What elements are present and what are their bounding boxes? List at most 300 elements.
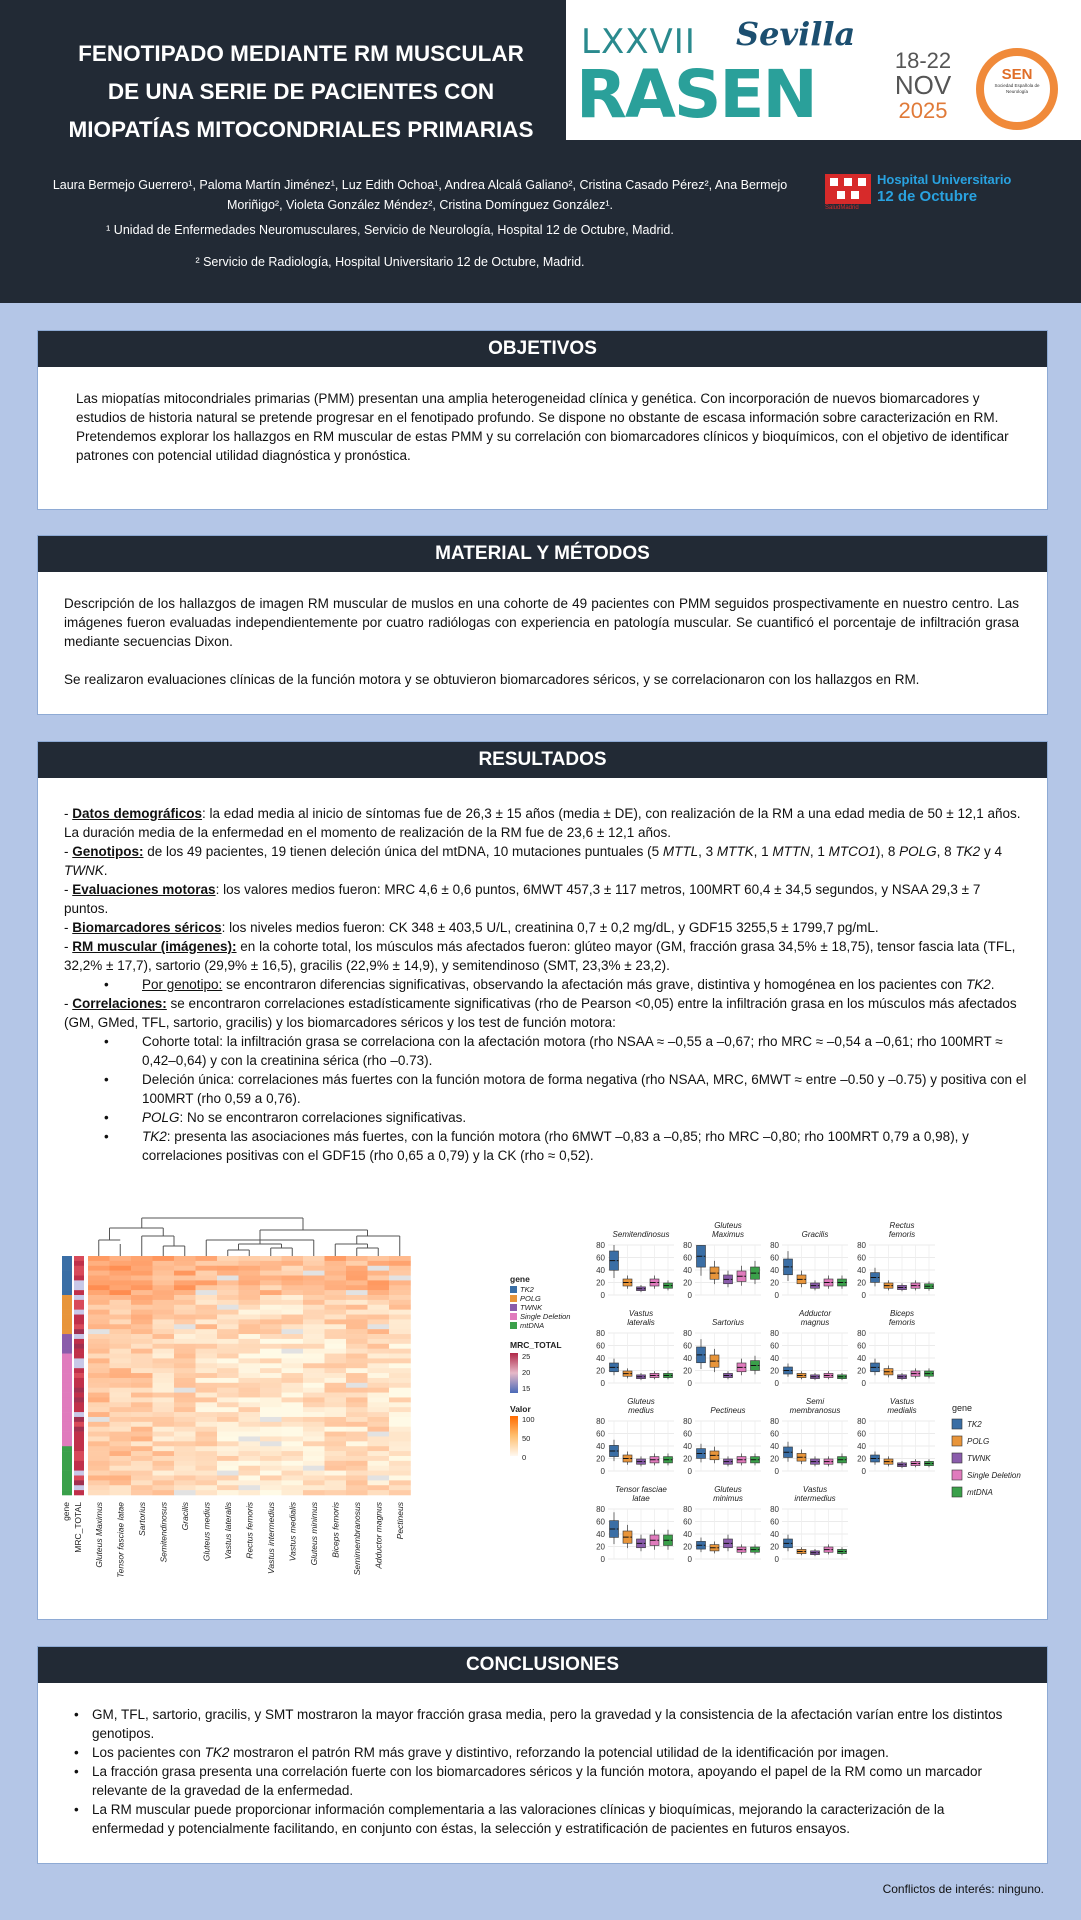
heatmap-cell — [88, 1480, 110, 1485]
heatmap-cell — [196, 1290, 218, 1295]
gene-annotation-cell — [62, 1319, 72, 1324]
data-point — [756, 1459, 758, 1461]
gene-annotation-cell — [62, 1461, 72, 1466]
heatmap-cell — [88, 1412, 110, 1417]
heatmap-cell — [325, 1363, 347, 1368]
heatmap-cell — [196, 1417, 218, 1422]
heatmap-cell — [303, 1368, 325, 1373]
heatmap-cell — [110, 1388, 132, 1393]
legend-tick: 0 — [522, 1453, 527, 1462]
data-point — [830, 1461, 832, 1463]
heatmap-cell — [174, 1471, 196, 1476]
mrc-annotation-cell — [74, 1422, 84, 1427]
heatmap-cell — [110, 1427, 132, 1432]
heatmap-cell — [174, 1280, 196, 1285]
legend-title-mrc: MRC_TOTAL — [510, 1340, 562, 1350]
heatmap-cell — [174, 1256, 196, 1261]
y-tick-label: 60 — [770, 1429, 779, 1439]
data-point — [729, 1375, 731, 1377]
heatmap-cell — [153, 1412, 175, 1417]
heatmap-cell — [260, 1461, 282, 1466]
affiliation-2: ² Servicio de Radiología, Hospital Universitario 12 de Octubre, Madrid. — [195, 255, 585, 269]
gene: POLG — [899, 844, 937, 859]
gene-annotation-cell — [62, 1334, 72, 1339]
heatmap-cell — [303, 1261, 325, 1266]
corr-bullet-delecion: • Deleción única: correlaciones más fuertes con la función motora de forma negativa (rho NSAA, MRC, 6MWT ≈ entre –0.50 y –0.75) y positiva con el 100MRT (rho 0,59 a 0,76). — [64, 1070, 1027, 1108]
panel-title: Tensor fasciae — [615, 1485, 667, 1494]
data-point — [917, 1285, 919, 1287]
heatmap-cell — [239, 1397, 261, 1402]
heatmap-cell — [260, 1261, 282, 1266]
heatmap-cell — [88, 1319, 110, 1324]
text: de los 49 pacientes, 19 tienen deleción única del mtDNA, 10 mutaciones puntuales (5 — [143, 844, 663, 859]
heatmap-cell — [196, 1422, 218, 1427]
heatmap-cell — [303, 1393, 325, 1398]
heatmap-cell — [389, 1256, 411, 1261]
y-tick-label: 40 — [683, 1354, 692, 1363]
hospital-logo — [825, 172, 1035, 211]
heatmap-cell — [110, 1432, 132, 1437]
heatmap-cell — [110, 1339, 132, 1344]
heatmap-cell — [196, 1471, 218, 1476]
authors: Laura Bermejo Guerrero¹, Paloma Martín Jiménez¹, Luz Edith Ochoa¹, Andrea Alcalá Galiano², Cristina Casado Pérez², Ana Bermejo Moriñigo², Violeta González Méndez², Cristina Domínguez González¹. — [52, 178, 788, 212]
gene-annotation-cell — [62, 1339, 72, 1344]
heatmap-cell — [88, 1261, 110, 1266]
heatmap-cell — [325, 1471, 347, 1476]
heatmap-cell — [260, 1344, 282, 1349]
heatmap-cell — [368, 1490, 390, 1495]
panel-title: magnus — [800, 1318, 830, 1327]
y-tick-label: 80 — [770, 1417, 779, 1426]
heatmap-cell — [368, 1422, 390, 1427]
heatmap-cell — [282, 1456, 304, 1461]
heatmap-cell — [346, 1480, 368, 1485]
heatmap-cell — [174, 1319, 196, 1324]
data-point — [830, 1282, 832, 1284]
mrc-annotation-cell — [74, 1305, 84, 1310]
heatmap-cell — [346, 1471, 368, 1476]
mrc-annotation-cell — [74, 1388, 84, 1393]
heatmap-cell — [196, 1451, 218, 1456]
heatmap-cell — [110, 1310, 132, 1315]
heatmap-cell — [88, 1266, 110, 1271]
heatmap-cell — [389, 1378, 411, 1383]
data-point — [816, 1461, 818, 1463]
heatmap-cell — [303, 1324, 325, 1329]
heatmap-cell — [325, 1329, 347, 1334]
heatmap-cell — [217, 1324, 239, 1329]
heatmap-cell — [303, 1383, 325, 1388]
heatmap-cell — [174, 1358, 196, 1363]
heatmap-cell — [196, 1334, 218, 1339]
heatmap-cell — [174, 1310, 196, 1315]
heatmap-cell — [346, 1461, 368, 1466]
panel-title: medialis — [887, 1406, 917, 1415]
mrc-annotation-cell — [74, 1490, 84, 1495]
mrc-annotation-cell — [74, 1329, 84, 1334]
heatmap-cell — [282, 1256, 304, 1261]
y-tick-label: 60 — [857, 1253, 866, 1263]
data-point — [615, 1366, 617, 1368]
gene-annotation-cell — [62, 1441, 72, 1446]
data-point — [917, 1463, 919, 1465]
legend-tick: 100 — [522, 1415, 535, 1424]
data-point — [615, 1450, 617, 1452]
heatmap-cell — [389, 1276, 411, 1281]
data-point — [890, 1371, 892, 1373]
heatmap-cell — [389, 1285, 411, 1290]
data-point — [629, 1373, 631, 1375]
heatmap-cell — [110, 1397, 132, 1402]
heatmap-cell — [260, 1436, 282, 1441]
heatmap-cell — [260, 1363, 282, 1368]
legend-label: mtDNA — [967, 1488, 993, 1497]
heatmap-cell — [389, 1319, 411, 1324]
boxplot-panel — [683, 1406, 761, 1476]
mrc-annotation-cell — [74, 1461, 84, 1466]
legend-label: Single Deletion — [967, 1471, 1021, 1480]
heatmap-cell — [131, 1358, 153, 1363]
heatmap-cell — [196, 1315, 218, 1320]
heatmap-cell — [88, 1446, 110, 1451]
heatmap-cell — [239, 1388, 261, 1393]
heatmap-cell — [131, 1490, 153, 1495]
heatmap-cell — [389, 1427, 411, 1432]
panel-title: Biceps — [889, 1309, 915, 1318]
y-tick-label: 20 — [596, 1542, 605, 1552]
boxplot-panel — [857, 1221, 935, 1300]
heatmap-cell — [325, 1461, 347, 1466]
heatmap-cell — [282, 1388, 304, 1393]
heatmap-cell — [239, 1432, 261, 1437]
section-conclusiones — [37, 1646, 1048, 1864]
gene-annotation-cell — [62, 1417, 72, 1422]
heatmap-cell — [131, 1471, 153, 1476]
heatmap-cell — [282, 1417, 304, 1422]
gene-annotation-cell — [62, 1422, 72, 1427]
panel-title: Maximus — [711, 1230, 745, 1239]
heatmap-column-label: Rectus femoris — [244, 1502, 255, 1559]
text: , 1 — [809, 844, 829, 859]
heatmap-cell — [346, 1368, 368, 1373]
heatmap-cell — [153, 1319, 175, 1324]
heatmap-cell — [282, 1334, 304, 1339]
section-heading: CONCLUSIONES — [38, 1647, 1047, 1683]
heatmap-cell — [239, 1393, 261, 1398]
mrc-annotation-cell — [74, 1261, 84, 1266]
heatmap-cell — [239, 1412, 261, 1417]
heatmap-cell — [174, 1315, 196, 1320]
heatmap-cell — [303, 1422, 325, 1427]
boxplot-panel — [596, 1397, 674, 1476]
heatmap-cell — [239, 1363, 261, 1368]
y-tick-label: 40 — [770, 1266, 779, 1275]
corr-bullet-tk2 — [64, 1127, 1027, 1165]
heatmap-legend — [510, 1274, 570, 1462]
corr-bullet-polg — [64, 1108, 1027, 1127]
heatmap-cell — [196, 1436, 218, 1441]
heatmap-cell — [346, 1397, 368, 1402]
heatmap-cell — [260, 1290, 282, 1295]
data-point — [743, 1549, 745, 1551]
data-point — [716, 1454, 718, 1456]
hospital-name-line2: 12 de Octubre — [877, 188, 978, 205]
heatmap-cell — [346, 1285, 368, 1290]
heatmap-cell — [153, 1373, 175, 1378]
heatmap-cell — [196, 1407, 218, 1412]
heatmap-cell — [260, 1393, 282, 1398]
heatmap-cell — [368, 1305, 390, 1310]
legend-title-gene: gene — [510, 1274, 530, 1284]
heatmap-cell — [174, 1329, 196, 1334]
heatmap-cell — [217, 1451, 239, 1456]
heatmap-cell — [368, 1285, 390, 1290]
dendrogram — [99, 1218, 400, 1256]
heatmap-cell — [282, 1446, 304, 1451]
heatmap-cell — [239, 1305, 261, 1310]
panel-title: Semi — [805, 1397, 825, 1406]
heatmap-cell — [260, 1358, 282, 1363]
heatmap-cell — [153, 1471, 175, 1476]
heatmap-cell — [282, 1427, 304, 1432]
heatmap-cell — [368, 1349, 390, 1354]
heatmap-cell — [131, 1461, 153, 1466]
heatmap-cell — [239, 1446, 261, 1451]
heatmap-cell — [303, 1485, 325, 1490]
heatmap-cell — [368, 1432, 390, 1437]
conference-logo — [566, 0, 1081, 140]
heatmap-cell — [88, 1256, 110, 1261]
gene: POLG — [142, 1110, 180, 1125]
heatmap-cell — [217, 1285, 239, 1290]
legend-label: POLG — [967, 1437, 990, 1446]
conference-days: 18-22 — [894, 48, 952, 73]
heatmap-cell — [88, 1368, 110, 1373]
boxplot-panel — [857, 1309, 935, 1388]
heatmap-cell — [260, 1354, 282, 1359]
gene-annotation-cell — [62, 1446, 72, 1451]
heatmap-cell — [260, 1285, 282, 1290]
heatmap-cell — [303, 1490, 325, 1495]
data-point — [669, 1539, 671, 1541]
heatmap-cell — [346, 1329, 368, 1334]
heatmap-cell — [196, 1446, 218, 1451]
heatmap-cell — [196, 1266, 218, 1271]
heatmap-cell — [174, 1261, 196, 1266]
heatmap-cell — [239, 1358, 261, 1363]
mrc-annotation-cell — [74, 1363, 84, 1368]
heatmap-cell — [389, 1329, 411, 1334]
heatmap-cell — [368, 1271, 390, 1276]
legend-colorbar-value — [510, 1416, 518, 1456]
gene: TK2 — [204, 1745, 230, 1760]
y-tick-label: 40 — [770, 1354, 779, 1363]
heatmap-cell — [174, 1295, 196, 1300]
heatmap-cell — [346, 1334, 368, 1339]
heatmap-cell — [325, 1300, 347, 1305]
heatmap-cell — [131, 1261, 153, 1266]
heatmap-cell — [88, 1451, 110, 1456]
heatmap-cell — [368, 1358, 390, 1363]
y-tick-label: 20 — [683, 1278, 692, 1288]
text: : No se encontraron correlaciones significativas. — [179, 1110, 467, 1125]
heatmap-cell — [282, 1344, 304, 1349]
heatmap-cell — [239, 1368, 261, 1373]
heatmap-cell — [368, 1412, 390, 1417]
heatmap-cell — [217, 1436, 239, 1441]
heatmap-cell — [282, 1319, 304, 1324]
heatmap-cell — [260, 1368, 282, 1373]
heatmap-cell — [217, 1354, 239, 1359]
gene-annotation-cell — [62, 1485, 72, 1490]
heatmap-cell — [303, 1290, 325, 1295]
panel-title: Pectineus — [710, 1406, 746, 1415]
gene-annotation-cell — [62, 1378, 72, 1383]
heatmap-cell — [239, 1334, 261, 1339]
heatmap-cell — [303, 1285, 325, 1290]
heatmap-cell — [217, 1344, 239, 1349]
heatmap-cell — [389, 1432, 411, 1437]
heatmap-cell — [239, 1295, 261, 1300]
sen-subtitle: Sociedad Española de Neurología — [994, 83, 1040, 94]
heatmap-cell — [196, 1271, 218, 1276]
heatmap-cell — [196, 1363, 218, 1368]
heatmap-cell — [110, 1480, 132, 1485]
heatmap-cell — [217, 1432, 239, 1437]
heatmap-cell — [110, 1475, 132, 1480]
gene-annotation-cell — [62, 1402, 72, 1407]
panel-title: Gluteus — [714, 1485, 742, 1494]
heatmap-cell — [88, 1295, 110, 1300]
heatmap-cell — [389, 1412, 411, 1417]
heatmap-cell — [174, 1305, 196, 1310]
heatmap-cell — [88, 1417, 110, 1422]
heatmap-cell — [325, 1315, 347, 1320]
heatmap-cell — [282, 1368, 304, 1373]
mrc-annotation-cell — [74, 1456, 84, 1461]
data-point — [642, 1461, 644, 1463]
heatmap-cell — [131, 1295, 153, 1300]
heatmap-cell — [131, 1300, 153, 1305]
heatmap-cell — [196, 1412, 218, 1417]
heatmap-cell — [325, 1466, 347, 1471]
heatmap-cell — [325, 1349, 347, 1354]
heatmap-cell — [153, 1480, 175, 1485]
heatmap-cell — [174, 1446, 196, 1451]
heatmap-cell — [325, 1256, 347, 1261]
text: : presenta las asociaciones más fuertes, con la función motora (rho 6MWT –0,83 a –0,85; rho MRC –0,80; rho 100MRT 0,79 a 0,98), y correlaciones positivas con el GDF15 (rho 0,65 a 0,79) y la CK (rho ≈ 0,52). — [142, 1129, 969, 1163]
heatmap-cell — [325, 1417, 347, 1422]
heatmap-cell — [217, 1363, 239, 1368]
heatmap-cell — [196, 1310, 218, 1315]
heatmap-cell — [196, 1256, 218, 1261]
boxplot-figure — [580, 1215, 1040, 1565]
heatmap-cell — [303, 1354, 325, 1359]
heatmap-cell — [260, 1388, 282, 1393]
legend-swatch — [952, 1470, 962, 1480]
data-point — [669, 1375, 671, 1377]
gene-annotation-cell — [62, 1427, 72, 1432]
heatmap-cell — [196, 1300, 218, 1305]
data-point — [656, 1282, 658, 1284]
heatmap-cell — [389, 1339, 411, 1344]
y-tick-label: 60 — [683, 1253, 692, 1263]
gene: MTTK — [716, 844, 754, 859]
heatmap-cell — [325, 1475, 347, 1480]
heatmap-cell — [303, 1280, 325, 1285]
heatmap-cell — [346, 1344, 368, 1349]
heatmap-cell — [368, 1324, 390, 1329]
y-tick-label: 0 — [861, 1467, 866, 1476]
heatmap-cell — [325, 1436, 347, 1441]
madrid-stars-icon — [825, 174, 871, 204]
data-point — [789, 1542, 791, 1544]
heatmap-cell — [153, 1417, 175, 1422]
heatmap-figure — [61, 1210, 571, 1610]
mrc-annotation-cell — [74, 1393, 84, 1398]
label: Correlaciones: — [72, 996, 167, 1011]
heatmap-cell — [389, 1354, 411, 1359]
heatmap-cell — [239, 1324, 261, 1329]
heatmap-cell — [282, 1329, 304, 1334]
heatmap-cell — [260, 1383, 282, 1388]
y-tick-label: 60 — [596, 1253, 605, 1263]
heatmap-cell — [153, 1261, 175, 1266]
heatmap-cell — [131, 1441, 153, 1446]
heatmap-cell — [217, 1480, 239, 1485]
heatmap-cell — [260, 1315, 282, 1320]
corr-bullet-cohorte: • Cohorte total: la infiltración grasa se correlaciona con la afectación motora (rho NSAA ≈ –0,55 a –0,67; rho MRC ≈ –0,54 a –0,61; rho 100MRT ≈ 0,42–0,64) y con la creatinina sérica (rho –0.73). — [64, 1032, 1027, 1070]
heatmap-cell — [303, 1305, 325, 1310]
affiliation-1: ¹ Unidad de Enfermedades Neuromusculares, Servicio de Neurología, Hospital 12 de Octubre, Madrid. — [106, 223, 674, 237]
heatmap-cell — [88, 1300, 110, 1305]
heatmap-cell — [389, 1466, 411, 1471]
gene-annotation-cell — [62, 1324, 72, 1329]
heatmap-cell — [153, 1393, 175, 1398]
heatmap-cell — [88, 1315, 110, 1320]
heatmap-cell — [346, 1319, 368, 1324]
heatmap-cell — [346, 1339, 368, 1344]
heatmap-cell — [346, 1261, 368, 1266]
heatmap-cell — [131, 1319, 153, 1324]
mrc-annotation-cell — [74, 1266, 84, 1271]
heatmap-cell — [217, 1329, 239, 1334]
section-objetivos — [37, 330, 1048, 510]
heatmap-cell — [346, 1290, 368, 1295]
heatmap-cell — [368, 1480, 390, 1485]
heatmap-cell — [153, 1344, 175, 1349]
heatmap-cell — [239, 1427, 261, 1432]
heatmap-cell — [153, 1315, 175, 1320]
heatmap-cell — [389, 1393, 411, 1398]
heatmap-cell — [153, 1490, 175, 1495]
y-tick-label: 0 — [687, 1291, 692, 1300]
heatmap-cell — [88, 1334, 110, 1339]
heatmap-cell — [346, 1310, 368, 1315]
data-point — [642, 1376, 644, 1378]
heatmap-cell — [131, 1436, 153, 1441]
data-point — [903, 1464, 905, 1466]
data-point — [743, 1459, 745, 1461]
heatmap-cell — [196, 1427, 218, 1432]
panel-title: Rectus — [889, 1221, 915, 1230]
heatmap-cell — [110, 1466, 132, 1471]
heatmap-cell — [217, 1368, 239, 1373]
mrc-annotation-cell — [74, 1310, 84, 1315]
heatmap-cell — [282, 1432, 304, 1437]
heatmap-cell — [282, 1349, 304, 1354]
y-tick-label: 20 — [770, 1542, 779, 1552]
